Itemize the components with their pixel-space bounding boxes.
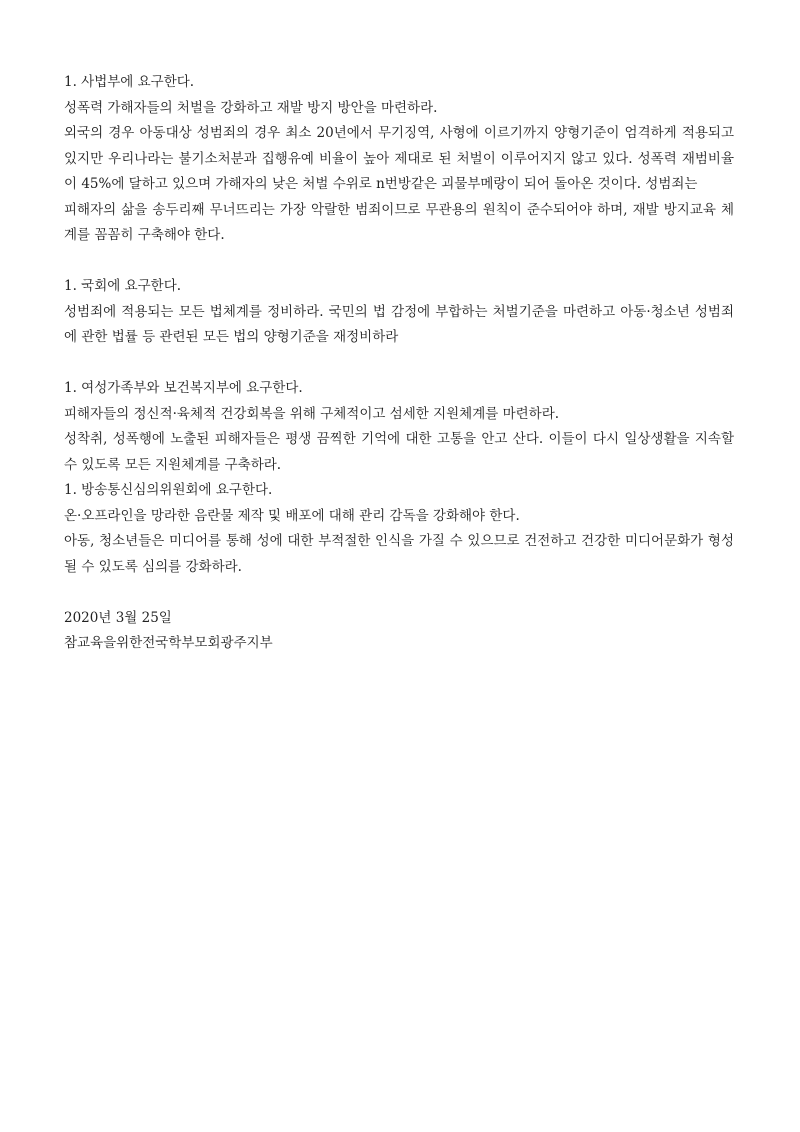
document-page: [64, 70, 734, 657]
section-paragraph: 아동, 청소년들은 미디어를 통해 성에 대한 부적절한 인식을 가질 수 있으므로 건전하고 건강한 미디어문화가 형성될 수 있도록 심의를 강화하라.: [64, 533, 734, 575]
section-paragraph: 외국의 경우 아동대상 성범죄의 경우 최소 20년에서 무기징역, 사형에 이르기까지 양형기준이 엄격하게 적용되고 있지만 우리나라는 불기소처분과 집행유예 비율이 높아 제대로 된 처벌이 이루어지지 않고 있다. 성폭력 재범비율이 45%에 달하고 있으며 가해자의 낮은 처벌 수위로 n번방같은 괴물부메랑이 되어 돌아온 것이다. 성범죄는: [64, 125, 734, 192]
footer-organization: 참교육을위한전국학부모회광주지부: [64, 635, 273, 651]
section-heading: 1. 국회에 요구한다.: [64, 278, 182, 294]
section-judiciary: [64, 70, 734, 249]
section-national-assembly: [64, 274, 734, 351]
section-paragraph: 온·오프라인을 망라한 음란물 제작 및 배포에 대해 관리 감독을 강화해야 한다.: [64, 507, 520, 524]
footer-date: 2020년 3월 25일: [64, 609, 172, 626]
section-heading: 1. 여성가족부와 보건복지부에 요구한다.: [64, 380, 303, 396]
section-paragraph: 성범죄에 적용되는 모든 법체계를 정비하라. 국민의 법 감정에 부합하는 처벌기준을 마련하고 아동·청소년 성범죄에 관한 법률 등 관련된 모든 법의 양형기준을 재정비하라: [64, 303, 734, 345]
section-paragraph: 피해자의 삶을 송두리째 무너뜨리는 가장 악랄한 범죄이므로 무관용의 원칙이 준수되어야 하며, 재발 방지교육 체계를 꼼꼼히 구축해야 한다.: [64, 201, 734, 243]
section-heading: 1. 사법부에 요구한다.: [64, 74, 195, 90]
section-paragraph: 피해자들의 정신적·육체적 건강회복을 위해 구체적이고 섬세한 지원체계를 마련하라.: [64, 405, 560, 422]
document-footer: [64, 606, 734, 657]
section-paragraph: 성폭력 가해자들의 처벌을 강화하고 재발 방지 방안을 마련하라.: [64, 99, 438, 116]
section-family-welfare: [64, 376, 734, 478]
section-heading: 1. 방송통신심의위원회에 요구한다.: [64, 482, 273, 498]
section-broadcasting: [64, 478, 734, 580]
section-paragraph: 성착취, 성폭행에 노출된 피해자들은 평생 끔찍한 기억에 대한 고통을 안고 산다. 이들이 다시 일상생활을 지속할 수 있도록 모든 지원체계를 구축하라.: [64, 431, 734, 473]
